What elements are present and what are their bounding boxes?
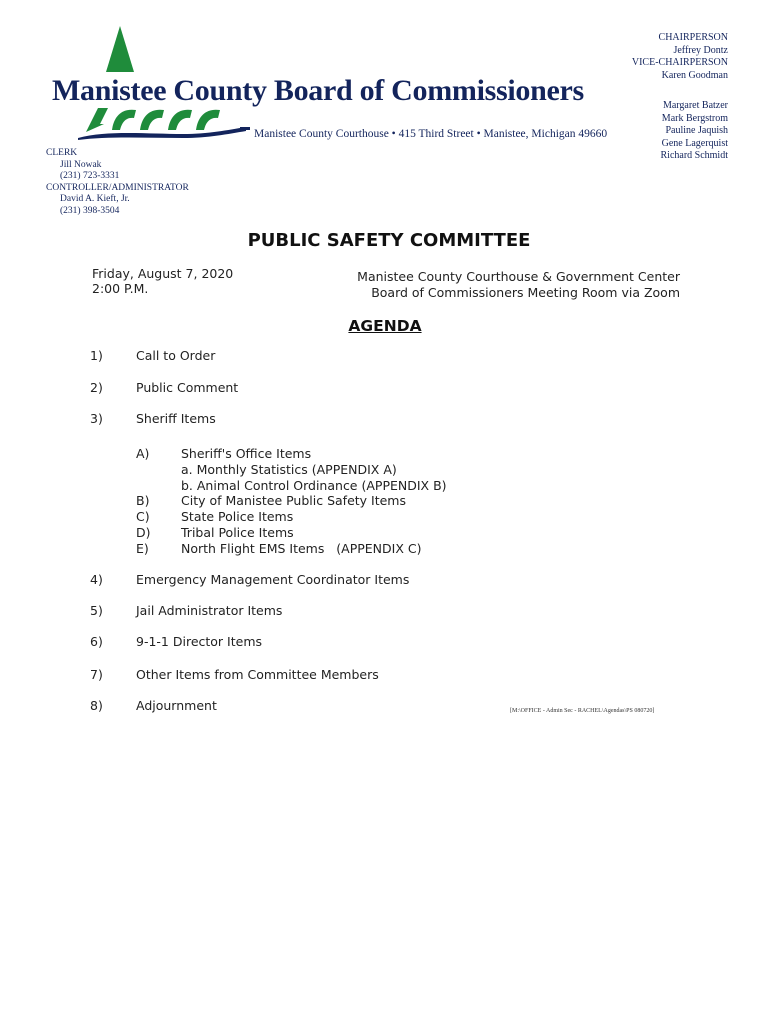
meeting-datetime [92,266,233,296]
agenda-item-number: 7) [90,667,103,682]
chairperson-name: Jeffrey Dontz [673,44,728,56]
subitem-letter: A) [136,446,150,461]
clerk-phone: (231) 723-3331 [60,171,120,181]
agenda-item-number: 8) [90,698,103,713]
member-name: Gene Lagerquist [661,137,728,149]
logo-tree-icon [106,26,134,72]
vice-chairperson-name: Karen Goodman [661,69,728,81]
meeting-date: Friday, August 7, 2020 [92,266,234,281]
subitem-label: State Police Items [181,509,294,524]
agenda-item-label: Public Comment [136,380,239,395]
committee-heading [0,230,770,251]
agenda-item-label: Call to Order [136,348,216,363]
agenda-item-label: Other Items from Committee Members [136,667,379,682]
subitem-label: Tribal Police Items [181,525,294,540]
subitem-label: City of Manistee Public Safety Items [181,493,406,508]
agenda-item-label: Adjournment [136,698,217,713]
member-name: Richard Schmidt [660,150,728,161]
location-line-2: Board of Commissioners Meeting Room via Zoom [371,284,680,300]
agenda-item-number: 3) [90,411,103,426]
agenda-item-label: Sheriff Items [136,411,216,426]
agenda-title: AGENDA [348,317,422,335]
agenda-item-number: 1) [90,348,103,363]
org-title: Manistee County Board of Commissioners [52,74,584,107]
agenda-item-number: 5) [90,603,103,618]
courthouse-address: Manistee County Courthouse • 415 Third Street • Manistee, Michigan 49660 [254,128,608,140]
member-name: Margaret Batzer [662,100,728,111]
agenda-item-number: 4) [90,572,103,587]
sheriff-office-subitem: a. Monthly Statistics (APPENDIX A) [181,462,397,477]
agenda-item-label: Jail Administrator Items [136,603,283,618]
sheriff-office-subitem: b. Animal Control Ordinance (APPENDIX B) [181,478,447,493]
officers-block [632,32,728,82]
clerk-name: Jill Nowak [60,159,102,170]
subitem-label: North Flight EMS Items (APPENDIX C) [181,541,422,556]
contacts-block [46,148,189,217]
member-name: Pauline Jaquish [665,125,728,136]
logo-waves-icon [78,108,246,140]
file-path-reference: [M:\OFFICE - Admin Sec - RACHEL\Agendas\PS 080720] [510,708,655,714]
agenda-item-number: 6) [90,634,103,649]
agenda-heading [0,317,770,335]
admin-role: CONTROLLER/ADMINISTRATOR [46,182,189,193]
admin-phone: (231) 398-3504 [60,205,120,216]
meeting-time: 2:00 P.M. [92,281,149,296]
admin-name: David A. Kieft, Jr. [60,194,130,204]
subitem-letter: C) [136,509,150,524]
vice-chairperson-role: VICE-CHAIRPERSON [631,57,728,68]
agenda-item-number: 2) [90,380,103,395]
agenda-item-label: 9-1-1 Director Items [136,634,263,649]
member-name: Mark Bergstrom [661,112,728,124]
subitem-letter: E) [136,541,149,556]
header-rule [240,127,250,130]
subitem-letter: B) [136,493,150,508]
location-line-1: Manistee County Courthouse & Government Center [357,269,680,284]
committee-title: PUBLIC SAFETY COMMITTEE [247,230,531,251]
clerk-role: CLERK [46,148,78,158]
agenda-item-label: Emergency Management Coordinator Items [136,572,410,587]
meeting-location [357,269,680,300]
chairperson-role: CHAIRPERSON [658,32,728,43]
subitem-label: Sheriff's Office Items [181,446,312,461]
subitem-letter: D) [136,525,151,540]
members-block [661,100,729,163]
